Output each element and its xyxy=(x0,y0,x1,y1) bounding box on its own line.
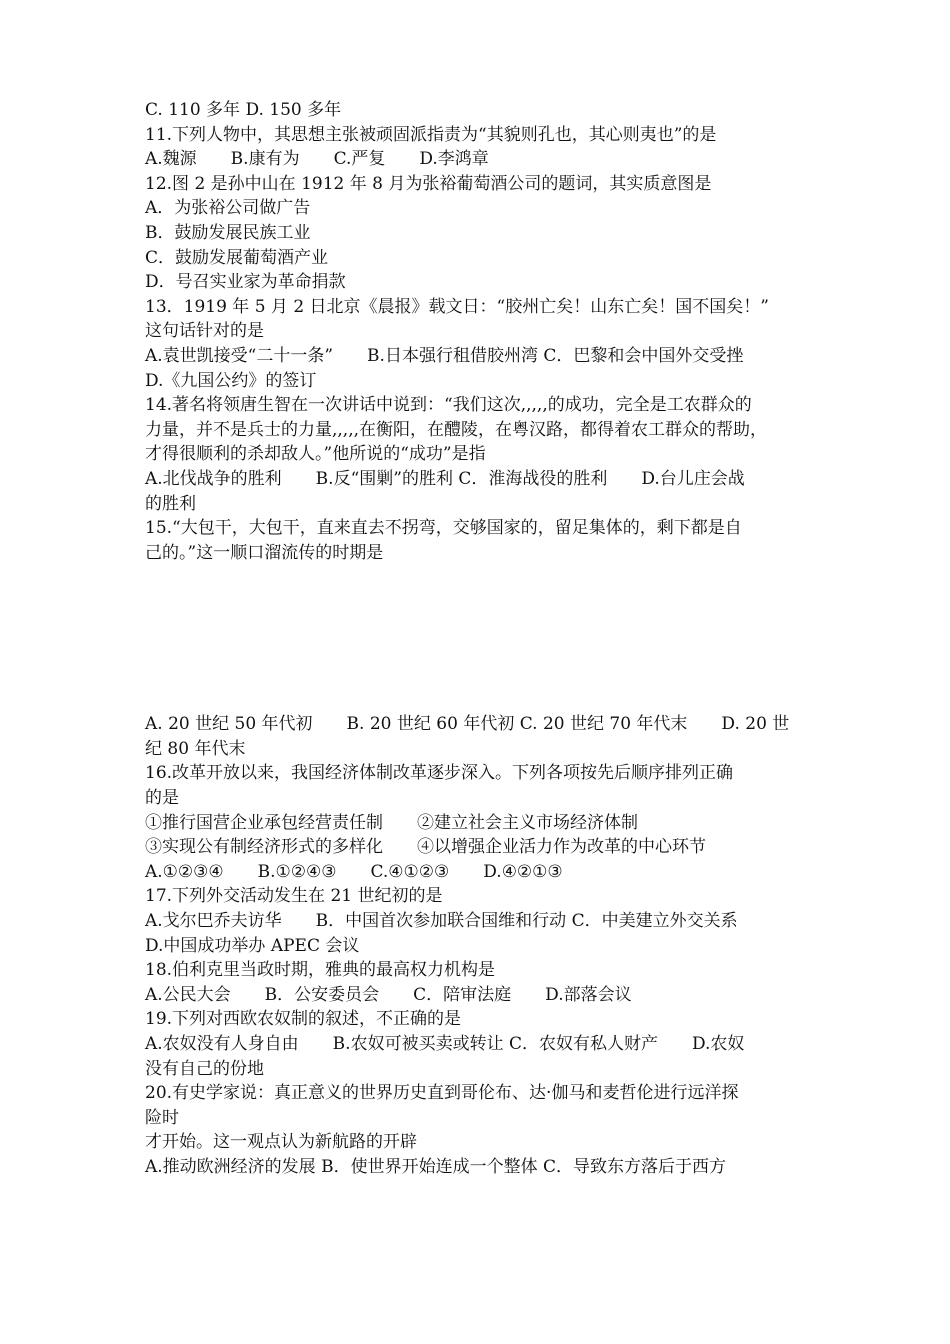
question-14-stem-end: 才得很顺利的杀却敌人。”他所说的“成功”是指 xyxy=(145,444,486,465)
question-13-stem: 13．1919 年 5 月 2 日北京《晨报》载文日：“胶州亡矣！山东亡矣！国不国矣！” xyxy=(145,296,769,317)
question-16-stem-cont: 的是 xyxy=(145,788,179,809)
question-14-options-cont: 的胜利 xyxy=(145,493,196,514)
question-15-stem: 15.“大包干，大包干，直来直去不拐弯，交够国家的，留足集体的，剩下都是自 xyxy=(145,518,742,539)
question-13-options-cont: D.《九国公约》的签订 xyxy=(145,370,317,391)
text-line: C. 110 多年 D. 150 多年 xyxy=(145,100,342,120)
question-17-options-cont: D.中国成功举办 APEC 会议 xyxy=(145,935,360,956)
text-block-bottom xyxy=(145,712,815,1179)
question-17-stem: 17.下列外交活动发生在 21 世纪初的是 xyxy=(145,886,443,907)
question-12-option-d: D．号召实业家为革命捐款 xyxy=(145,272,346,293)
question-13-options: A.袁世凯接受“二十一条” B.日本强行租借胶州湾 C．巴黎和会中国外交受挫 xyxy=(145,345,744,366)
question-15-options: A. 20 世纪 50 年代初 B. 20 世纪 60 年代初 C. 20 世纪 70 年代末 D. 20 世 xyxy=(145,714,790,735)
question-15-stem-cont: 己的。”这一顺口溜流传的时期是 xyxy=(145,542,384,563)
document-page xyxy=(145,98,815,1180)
question-18-stem: 18.伯利克里当政时期，雅典的最高权力机构是 xyxy=(145,960,496,981)
question-16-items-3-4: ③实现公有制经济形式的多样化 ④以增强企业活力作为改革的中心环节 xyxy=(145,837,706,858)
question-12-stem: 12.图 2 是孙中山在 1912 年 8 月为张裕葡萄酒公司的题词，其实质意图是 xyxy=(145,173,712,194)
blank-space xyxy=(145,565,815,712)
question-12-option-a: A．为张裕公司做广告 xyxy=(145,198,311,219)
question-15-options-cont: 纪 80 年代末 xyxy=(145,738,246,759)
question-18-options: A.公民大会 B．公安委员会 C．陪审法庭 D.部落会议 xyxy=(145,984,632,1005)
question-20-stem: 20.有史学家说：真正意义的世界历史直到哥伦布、达·伽马和麦哲伦进行远洋探 xyxy=(145,1083,739,1104)
question-14-options: A.北伐战争的胜利 B.反“围剿”的胜利 C．淮海战役的胜利 D.台儿庄会战 xyxy=(145,468,745,489)
question-19-stem: 19.下列对西欧农奴制的叙述，不正确的是 xyxy=(145,1009,462,1030)
question-17-options: A.戈尔巴乔夫访华 B．中国首次参加联合国维和行动 C．中美建立外交关系 xyxy=(145,911,738,932)
question-20-options: A.推动欧洲经济的发展 B．使世界开始连成一个整体 C．导致东方落后于西方 xyxy=(145,1156,726,1177)
question-12-option-b: B．鼓励发展民族工业 xyxy=(145,222,311,243)
question-19-options: A.农奴没有人身自由 B.农奴可被买卖或转让 C．农奴有私人财产 D.农奴 xyxy=(145,1034,745,1054)
question-11-options: A.魏源 B.康有为 C.严复 D.李鸿章 xyxy=(145,149,489,170)
question-19-options-cont: 没有自己的份地 xyxy=(145,1058,264,1079)
question-16-items-1-2: ①推行国营企业承包经营责任制 ②建立社会主义市场经济体制 xyxy=(145,812,638,833)
question-14-stem-cont: 力量，并不是兵士的力量,,,,,在衡阳，在醴陵，在粤汉路，都得着农工群众的帮助， xyxy=(145,419,768,440)
question-13-stem-cont: 这句话针对的是 xyxy=(145,321,264,342)
text-block-top xyxy=(145,98,815,565)
question-20-stem-end: 才开始。这一观点认为新航路的开辟 xyxy=(145,1132,417,1153)
question-16-options: A.①②③④ B.①②④③ C.④①②③ D.④②①③ xyxy=(145,861,563,882)
question-12-option-c: C．鼓励发展葡萄酒产业 xyxy=(145,247,329,268)
question-16-stem: 16.改革开放以来，我国经济体制改革逐步深入。下列各项按先后顺序排列正确 xyxy=(145,763,734,784)
question-20-stem-cont: 险时 xyxy=(145,1107,179,1128)
question-11-stem: 11.下列人物中，其思想主张被顽固派指责为“其貌则孔也，其心则夷也”的是 xyxy=(145,124,717,145)
question-14-stem: 14.著名将领唐生智在一次讲话中说到：“我们这次,,,,,的成功，完全是工农群众的 xyxy=(145,395,752,416)
